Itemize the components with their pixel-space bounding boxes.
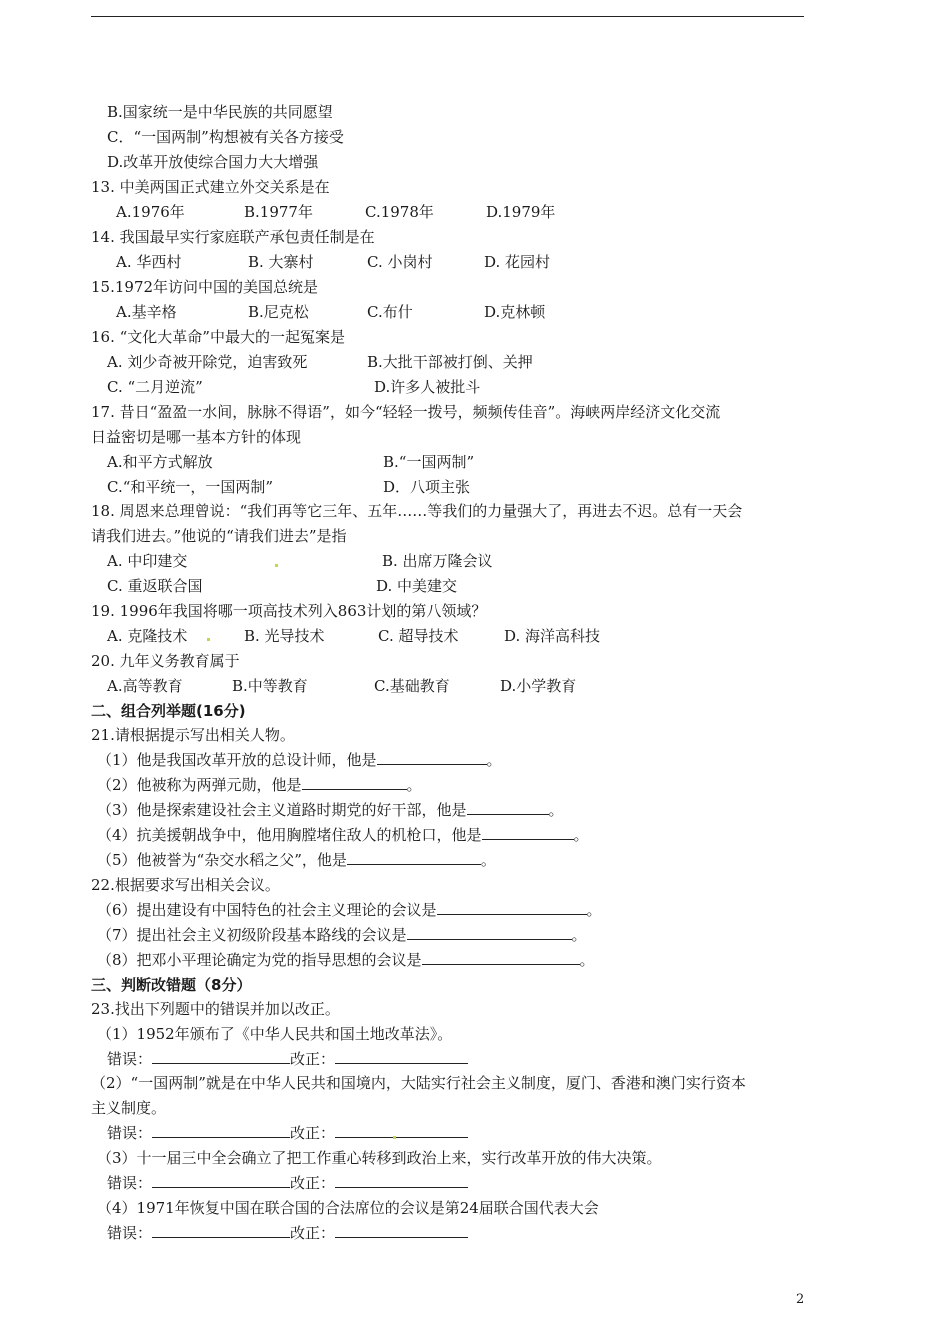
q14-option-d: D. 花园村 <box>484 253 551 271</box>
q17-stem-line1: 17. 昔日“盈盈一水间，脉脉不得语”，如今“轻轻一拨号，频频传佳音”。海峡两岸经济文化交流 <box>91 403 721 421</box>
q22-stem: 22.根据要求写出相关会议。 <box>91 876 280 894</box>
q16-option-a: A. 刘少奇被开除党，迫害致死 <box>107 353 308 371</box>
q21-item-4: （4）抗美援朝战争中，他用胸膛堵住敌人的机枪口，他是 。 <box>97 826 589 844</box>
q15-stem: 15.1972年访问中国的美国总统是 <box>91 278 319 296</box>
q17-option-b: B.“一国两制” <box>383 453 475 471</box>
q17-option-a: A.和平方式解放 <box>107 453 213 471</box>
q13-option-a: A.1976年 <box>116 203 185 221</box>
speck-mark <box>393 1136 396 1139</box>
q16-option-d: D.许多人被批斗 <box>374 378 481 396</box>
q18-option-c: C. 重返联合国 <box>107 577 203 595</box>
correction-blank[interactable] <box>335 1123 468 1138</box>
q23-item-2-line1: （2）“一国两制”就是在中华人民共和国境内，大陆实行社会主义制度，厦门、香港和澳门实行资本 <box>91 1074 746 1092</box>
error-blank[interactable] <box>152 1173 290 1188</box>
correction-blank[interactable] <box>335 1223 468 1238</box>
q13-option-d: D.1979年 <box>486 203 556 221</box>
q22-item-7: （7）提出社会主义初级阶段基本路线的会议是 。 <box>97 926 587 944</box>
answer-blank[interactable] <box>482 825 574 840</box>
q23-item-4: （4）1971年恢复中国在联合国的合法席位的会议是第24届联合国代表大会 <box>97 1199 599 1217</box>
q18-stem-line1: 18. 周恩来总理曾说：“我们再等它三年、五年……等我们的力量强大了，再进去不迟。总有一天会 <box>91 502 743 520</box>
answer-blank[interactable] <box>422 950 580 965</box>
q19-option-a: A. 克隆技术 <box>107 627 188 645</box>
q23-item-3-answer: 错误： 改正： <box>107 1173 468 1193</box>
q22-item-8: （8）把邓小平理论确定为党的指导思想的会议是 。 <box>97 951 595 969</box>
q18-option-a: A. 中印建交 <box>107 552 188 570</box>
answer-blank[interactable] <box>302 775 407 790</box>
answer-blank[interactable] <box>437 900 587 915</box>
answer-blank[interactable] <box>377 750 487 765</box>
q15-option-c: C.布什 <box>367 303 413 321</box>
q18-option-d: D. 中美建交 <box>376 577 458 595</box>
q15-option-b: B.尼克松 <box>248 303 309 321</box>
q21-stem: 21.请根据提示写出相关人物。 <box>91 726 295 744</box>
q16-option-b: B.大批干部被打倒、关押 <box>367 353 533 371</box>
q17-option-d: D．八项主张 <box>383 478 471 496</box>
q20-stem: 20. 九年义务教育属于 <box>91 652 240 670</box>
q13-stem: 13. 中美两国正式建立外交关系是在 <box>91 178 330 196</box>
q23-item-1-answer: 错误： 改正： <box>107 1049 468 1069</box>
q21-item-5: （5）他被誉为“杂交水稻之父”，他是 。 <box>97 851 496 869</box>
q19-option-c: C. 超导技术 <box>378 627 459 645</box>
speck-mark <box>207 638 210 641</box>
q20-option-a: A.高等教育 <box>107 677 183 695</box>
answer-blank[interactable] <box>467 800 549 815</box>
q13-option-b: B.1977年 <box>244 203 313 221</box>
q17-stem-line2: 日益密切是哪一基本方针的体现 <box>91 428 302 446</box>
q19-stem: 19. 1996年我国将哪一项高技术列入863计划的第八领域？ <box>91 602 487 620</box>
q20-option-d: D.小学教育 <box>500 677 577 695</box>
q23-item-4-answer: 错误： 改正： <box>107 1223 468 1243</box>
q16-stem: 16. “文化大革命”中最大的一起冤案是 <box>91 328 345 346</box>
correction-blank[interactable] <box>335 1049 468 1064</box>
section3-title: 三、判断改错题（8分） <box>91 976 252 994</box>
answer-blank[interactable] <box>347 850 481 865</box>
q18-stem-line2: 请我们进去。”他说的“请我们进去”是指 <box>91 527 347 545</box>
q19-option-b: B. 光导技术 <box>244 627 325 645</box>
error-blank[interactable] <box>152 1223 290 1238</box>
error-blank[interactable] <box>152 1123 290 1138</box>
q23-item-2-answer: 错误： 改正： <box>107 1123 468 1143</box>
q12-option-c: C．“一国两制”构想被有关各方接受 <box>107 128 344 146</box>
q21-item-3: （3）他是探索建设社会主义道路时期党的好干部，他是 。 <box>97 801 564 819</box>
q23-stem: 23.找出下列题中的错误并加以改正。 <box>91 1000 340 1018</box>
speck-mark <box>275 564 278 567</box>
q23-item-3: （3）十一届三中全会确立了把工作重心转移到政治上来，实行改革开放的伟大决策。 <box>97 1149 662 1167</box>
q23-item-1: （1）1952年颁布了《中华人民共和国土地改革法》。 <box>97 1025 453 1043</box>
error-blank[interactable] <box>152 1049 290 1064</box>
header-rule <box>91 16 804 17</box>
q12-option-d: D.改革开放使综合国力大大增强 <box>107 153 319 171</box>
q20-option-c: C.基础教育 <box>374 677 450 695</box>
q22-item-6: （6）提出建设有中国特色的社会主义理论的会议是 。 <box>97 901 602 919</box>
correction-blank[interactable] <box>335 1173 468 1188</box>
q21-item-2: （2）他被称为两弹元勋，他是 。 <box>97 776 422 794</box>
q21-item-1: （1）他是我国改革开放的总设计师，他是 。 <box>97 751 502 769</box>
q20-option-b: B.中等教育 <box>232 677 308 695</box>
q18-option-b: B. 出席万隆会议 <box>382 552 493 570</box>
q14-option-a: A. 华西村 <box>116 253 182 271</box>
q14-option-b: B. 大寨村 <box>248 253 314 271</box>
page-number: 2 <box>796 1292 805 1307</box>
q16-option-c: C. “二月逆流” <box>107 378 203 396</box>
q12-option-b: B.国家统一是中华民族的共同愿望 <box>107 103 333 121</box>
q13-option-c: C.1978年 <box>365 203 434 221</box>
q23-item-2-line2: 主义制度。 <box>91 1099 167 1117</box>
q17-option-c: C.“和平统一，一国两制” <box>107 478 274 496</box>
q14-option-c: C. 小岗村 <box>367 253 433 271</box>
q15-option-d: D.克林顿 <box>484 303 546 321</box>
section2-title: 二、组合列举题(16分) <box>91 702 246 720</box>
q19-option-d: D. 海洋高科技 <box>504 627 601 645</box>
answer-blank[interactable] <box>407 925 572 940</box>
q14-stem: 14. 我国最早实行家庭联产承包责任制是在 <box>91 228 375 246</box>
q15-option-a: A.基辛格 <box>116 303 177 321</box>
